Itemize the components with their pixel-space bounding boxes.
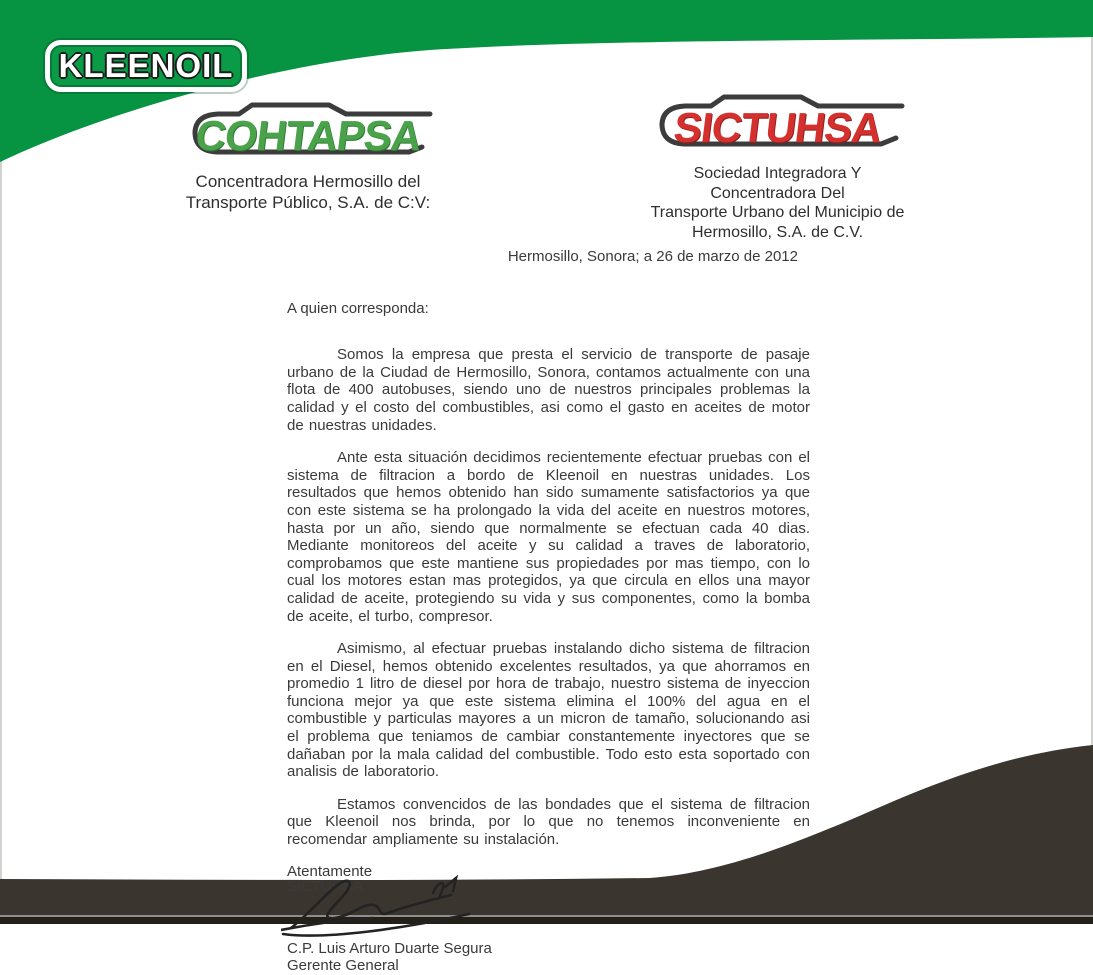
sictuhsa-logo-text: SICTUHSA xyxy=(671,104,884,151)
signer-name: C.P. Luis Arturo Duarte Segura xyxy=(287,939,492,957)
letter-paragraph-1: Somos la empresa que presta el servicio de transporte de pasaje urbano de la Ciudad de Hermosillo, Sonora, contamos actualmente con una flota de 400 autobuses, siendo uno de nuestros principales problemas la calidad y el costo del combustibles, asi como el gasto en aceites de motor de nuestras unidades. xyxy=(287,346,810,434)
letter-salutation: A quien corresponda: xyxy=(287,299,429,317)
sictuhsa-caption-line1: Sociedad Integradora Y Concentradora Del xyxy=(693,165,862,202)
letter-paragraph-2: Ante esta situación decidimos recientemente efectuar pruebas con el sistema de filtracion a bordo de Kleenoil en nuestras unidades. Los resultados que hemos obtenido han sido sumamente satisfactorios ya que con este sistema se ha prolongado la vida del aceite en nuestros motores, hasta por un año, siendo que normalmente se efectuan cada 40 dias. Mediante monitoreos del aceite y su calidad a traves de laboratorio, comprobamos que este mantiene sus propiedades por mas tiempo, con lo cual los motores estan mas protegidos, ya que circula en ellos una mayor calidad de aceite, protegiendo su vida y sus componentes, como la bomba de aceite, el turbo, compresor. xyxy=(287,449,810,625)
signature-zone xyxy=(287,894,810,938)
sictuhsa-caption-line2: Transporte Urbano del Municipio de xyxy=(650,204,905,222)
cohtapsa-caption-line2: Transporte Público, S.A. de C:V: xyxy=(185,192,431,212)
letter-date: Hermosillo, Sonora; a 26 de marzo de 2012 xyxy=(507,248,798,265)
cohtapsa-logo xyxy=(178,98,438,166)
handwritten-signature-icon xyxy=(281,872,481,950)
cohtapsa-logo-text: COHTAPSA xyxy=(192,112,424,159)
kleenoil-logo-text: KLEENOIL xyxy=(58,47,234,84)
kleenoil-logo xyxy=(45,40,247,92)
signer-title: Gerente General xyxy=(287,957,399,975)
closing-org: SICTUHSA xyxy=(287,877,363,895)
sictuhsa-caption-line3: Hermosillo, S.A. de C.V. xyxy=(691,223,864,241)
cohtapsa-caption xyxy=(178,172,438,213)
letter-paragraph-3: Asimismo, al efectuar pruebas instalando dicho sistema de filtracion en el Diesel, hemos obtenido excelentes resultados, ya que ahorramos en promedio 1 litro de diesel por hora de trabajo, nuestro sistema de inyeccion funciona mejor ya que este sistema elimina el 100% del agua en el combustible y particulas mayores a un micron de tamaño, solucionando asi el problema que teniamos de cambiar constantemente inyectores que se dañaban por la mala calidad del combustible. Todo esto esta soportado con analisis de laboratorio. xyxy=(287,640,810,781)
letter-body xyxy=(287,240,810,975)
cohtapsa-logo-block xyxy=(178,98,438,213)
sictuhsa-logo-block xyxy=(640,90,915,242)
cohtapsa-caption-line1: Concentradora Hermosillo del xyxy=(195,172,421,191)
sictuhsa-caption xyxy=(640,164,915,242)
letter-paragraph-4: Estamos convencidos de las bondades que el sistema de filtracion que Kleenoil nos brinda, por lo que no tenemos inconveniente en recomendar ampliamente su instalación. xyxy=(287,795,810,849)
sictuhsa-logo xyxy=(640,90,915,158)
closing-word: Atentamente xyxy=(287,862,373,880)
